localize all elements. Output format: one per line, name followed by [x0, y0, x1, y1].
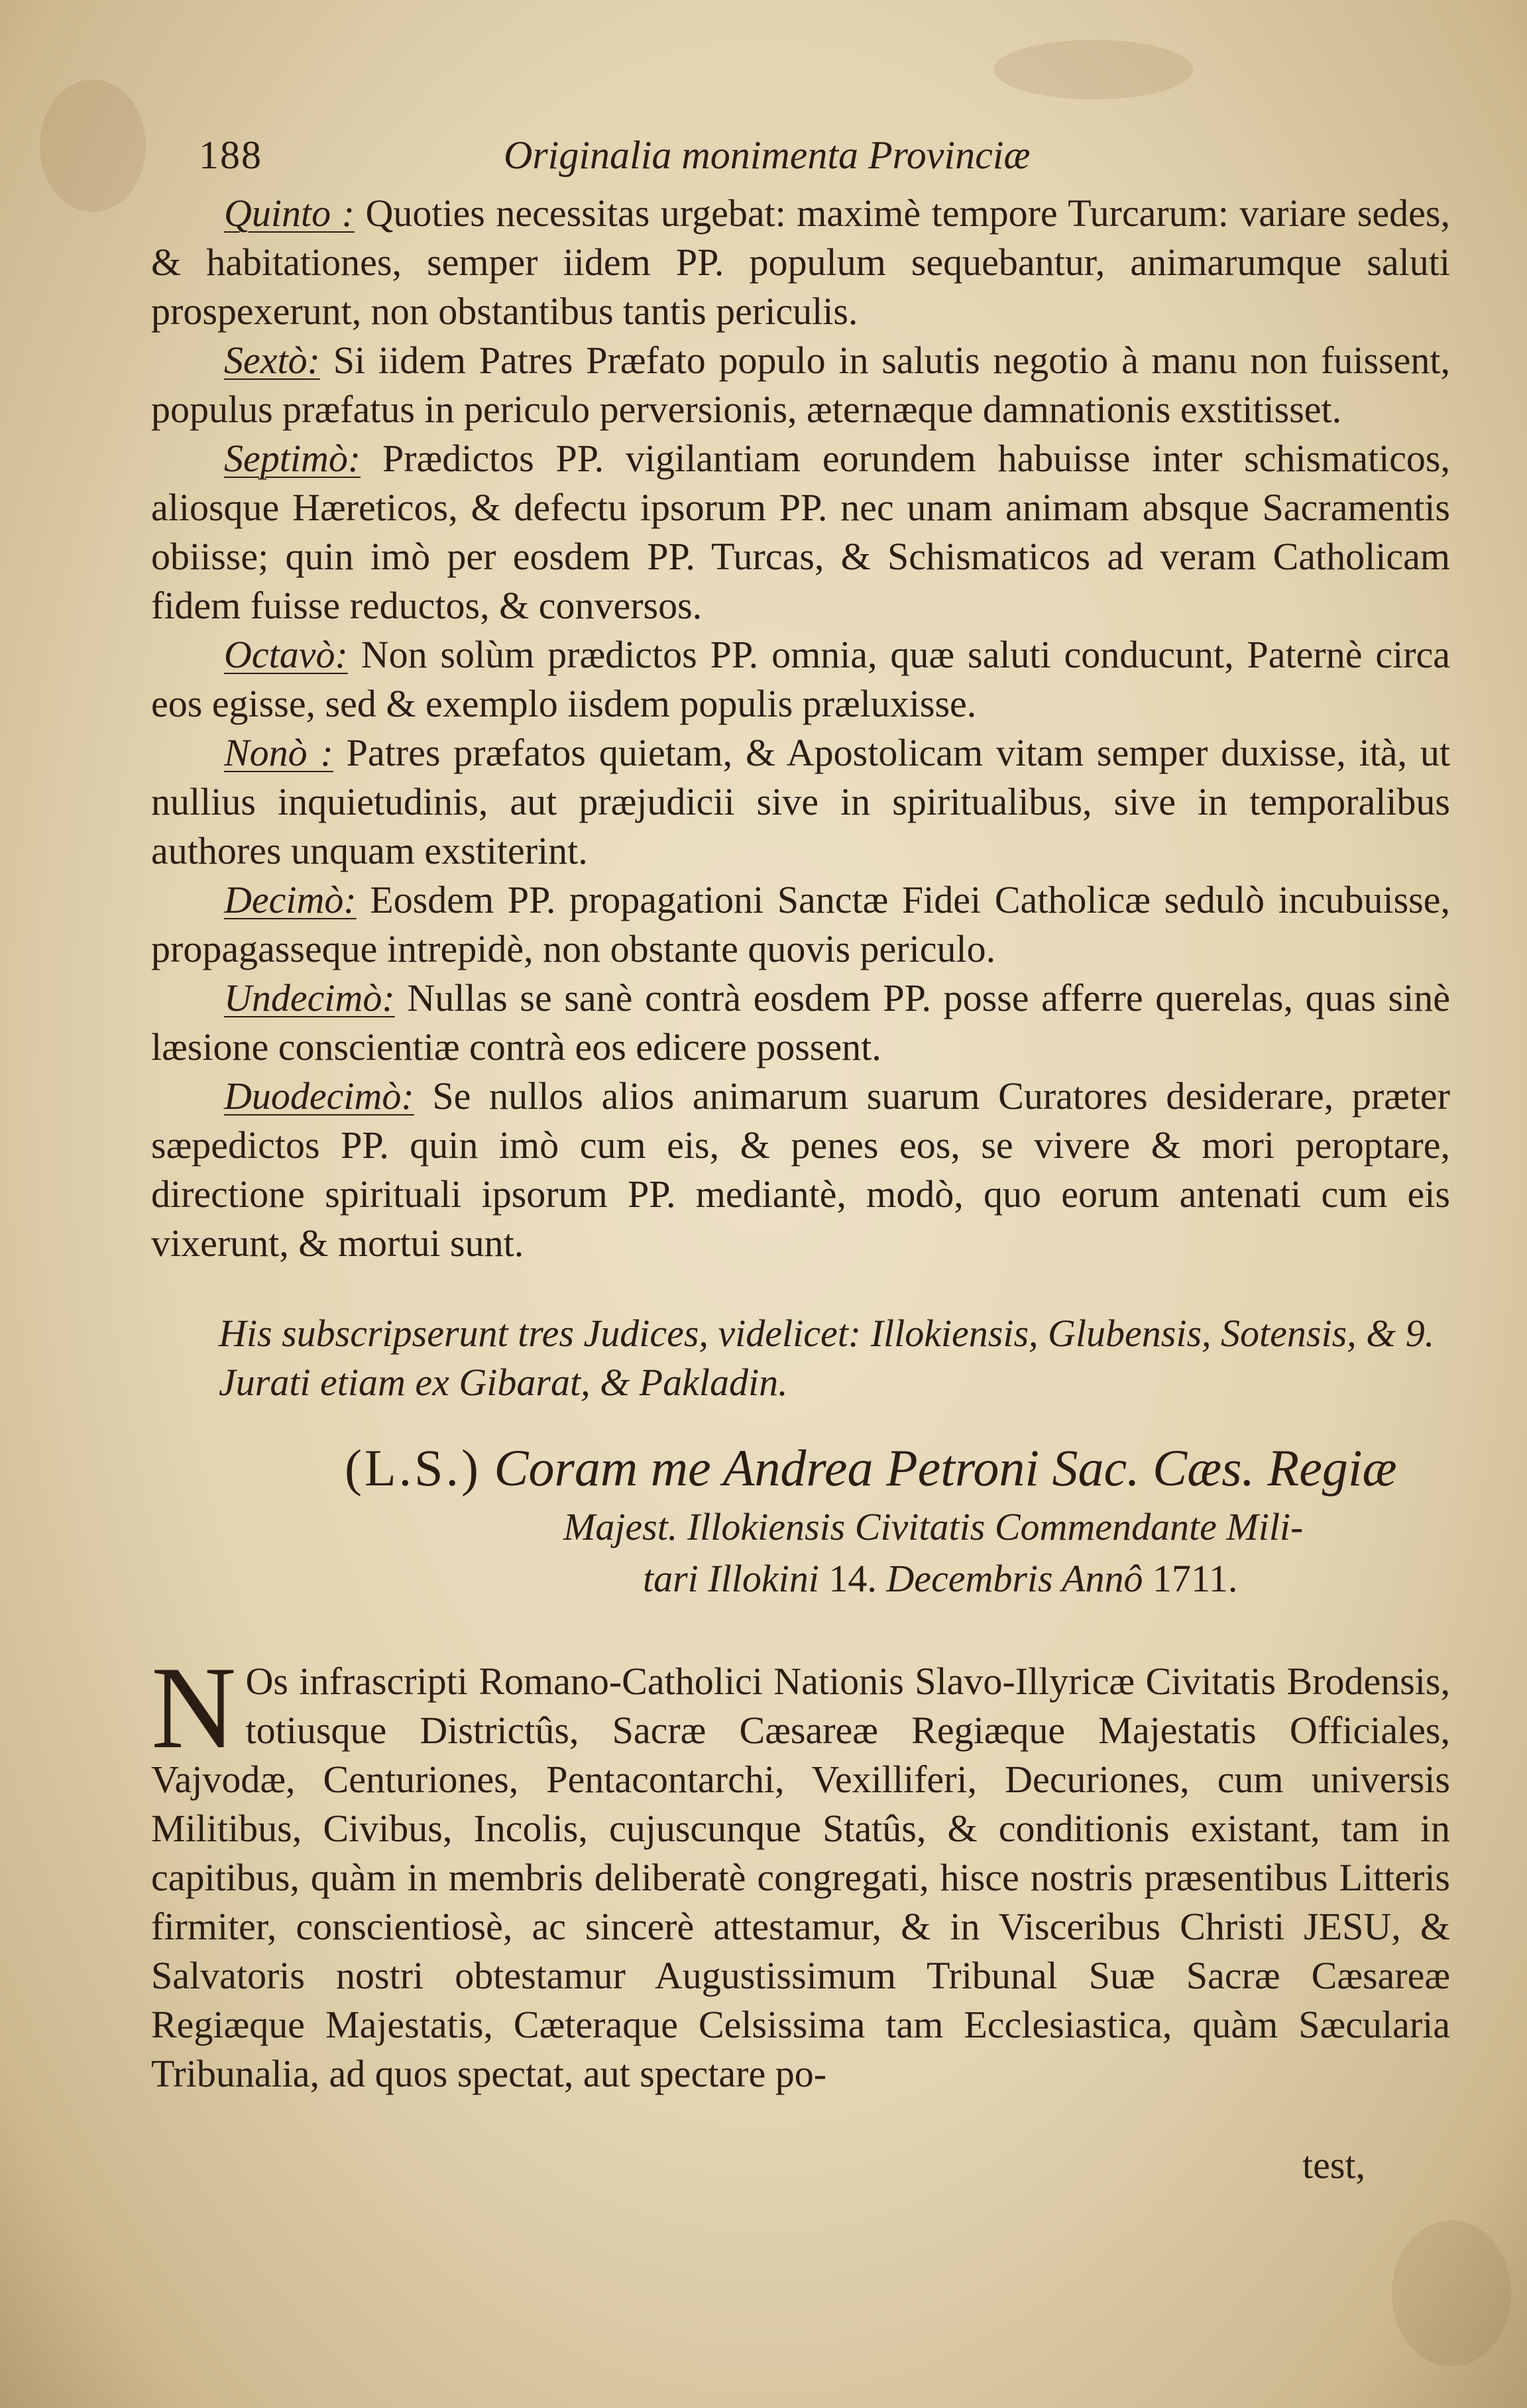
article-paragraph	[151, 876, 1450, 974]
article-paragraph	[151, 630, 1450, 728]
article-paragraph	[151, 434, 1450, 630]
article-text: Si iidem Patres Præfato populo in salutis negotio à manu non fuissent, populus præfatus in periculo perversionis, æternæque damnationis exstitisset.	[151, 339, 1450, 431]
attestation-place: tari Illokini	[643, 1557, 819, 1600]
article-paragraph	[151, 728, 1450, 876]
page-number: 188	[199, 133, 262, 177]
page-header	[199, 126, 1458, 199]
article-paragraph	[151, 1072, 1450, 1268]
seal-attestation	[345, 1435, 1458, 1605]
article-lead: Septimò:	[224, 437, 361, 480]
article-text: Non solùm prædictos PP. omnia, quæ saluti conducunt, Paternè circa eos egisse, sed & exemplo iisdem populis præluxisse.	[151, 633, 1450, 725]
article-lead: Undecimò:	[224, 976, 395, 1019]
article-lead: Nonò :	[224, 731, 333, 774]
drop-capital: N	[151, 1642, 237, 1773]
attestation-year: 1711.	[1152, 1557, 1238, 1600]
testimony-articles	[151, 189, 1450, 1268]
seal-line	[345, 1435, 1458, 1501]
article-text: Eosdem PP. propagationi Sanctæ Fidei Catholicæ sedulò incubuisse, propagasseque intrepidè, non obstante quovis periculo.	[151, 878, 1450, 970]
running-title: Originalia monimenta Provinciæ	[504, 133, 1031, 177]
locus-sigilli: (L.S.)	[345, 1439, 481, 1497]
article-text: Patres præfatos quietam, & Apostolicam vitam semper duxisse, ità, ut nullius inquietudinis, aut præjudicii sive in spiritualibus, sive in temporalibus authores unquam exstiterint.	[151, 731, 1450, 872]
paper-stain	[40, 80, 146, 212]
article-text: Nullas se sanè contrà eosdem PP. posse afferre querelas, quas sinè læsione conscientiæ contrà eos edicere possent.	[151, 976, 1450, 1068]
article-lead: Quinto :	[224, 192, 355, 235]
article-lead: Decimò:	[224, 878, 357, 921]
article-lead: Duodecimò:	[224, 1074, 414, 1118]
attestation-line3	[345, 1553, 1458, 1605]
article-text: Quoties necessitas urgebat: maximè tempore Turcarum: variare sedes, & habitationes, semper iidem PP. populum sequebantur, animarumque saluti prospexerunt, non obstantibus tantis periculis.	[151, 192, 1450, 333]
article-paragraph	[151, 336, 1450, 434]
attestation-month: Decembris Annô	[886, 1557, 1143, 1600]
subscription-note: His subscripserunt tres Judices, videlicet: Illokiensis, Glubensis, Sotensis, & 9. Jurati etiam ex Gibarat, & Pakladin.	[219, 1312, 1435, 1404]
article-lead: Sextò:	[224, 339, 320, 382]
article-lead: Octavò:	[224, 633, 348, 676]
attestation-line2: Majest. Illokiensis Civitatis Commendante Mili-	[563, 1505, 1304, 1548]
attestation-main: Coram me Andrea Petroni Sac. Cæs. Regiæ	[494, 1439, 1397, 1497]
declaration-paragraph	[151, 1642, 1450, 2098]
article-text: Se nullos alios animarum suarum Curatores desiderare, præter sæpedictos PP. quin imò cum eis, & penes eos, se vivere & mori peroptare, directione spirituali ipsorum PP. mediantè, modò, quo eorum antenati cum eis vixerunt, & mortui sunt.	[151, 1074, 1450, 1265]
declaration-text: Os infrascripti Romano-Catholici Nationis Slavo-Illyricæ Civitatis Brodensis, totiusque Districtûs, Sacræ Cæsareæ Regiæque Majestatis Officiales, Vajvodæ, Centuriones, Pentacontarchi, Vexilliferi, Decuriones, cum universis Militibus, Civibus, Incolis, cujuscunque Statûs, & conditionis existant, tam in capitibus, quàm in membris deliberatè congregati, hisce nostris præsentibus Litteris firmiter, conscientiosè, ac sincerè attestamur, & in Visceribus Christi JESU, & Salvatoris nostri obtestamur Augustissimum Tribunal Suæ Sacræ Cæsareæ Regiæque Majestatis, Cæteraque Celsissima tam Ecclesiastica, quàm Sæcularia Tribunalia, ad quos spectat, aut spectare po-	[151, 1660, 1450, 2095]
attestation-day: 14.	[828, 1557, 877, 1600]
paper-stain	[1392, 2220, 1511, 2366]
catchword: test,	[1302, 2144, 1366, 2187]
paper-stain	[994, 40, 1193, 99]
article-paragraph	[151, 189, 1450, 336]
article-text: Prædictos PP. vigilantiam eorundem habuisse inter schismaticos, aliosque Hæreticos, & defectu ipsorum PP. nec unam animam absque Sacramentis obiisse; quin imò per eosdem PP. Turcas, & Schismaticos ad veram Catholicam fidem fuisse reductos, & conversos.	[151, 437, 1450, 627]
article-paragraph	[151, 974, 1450, 1072]
